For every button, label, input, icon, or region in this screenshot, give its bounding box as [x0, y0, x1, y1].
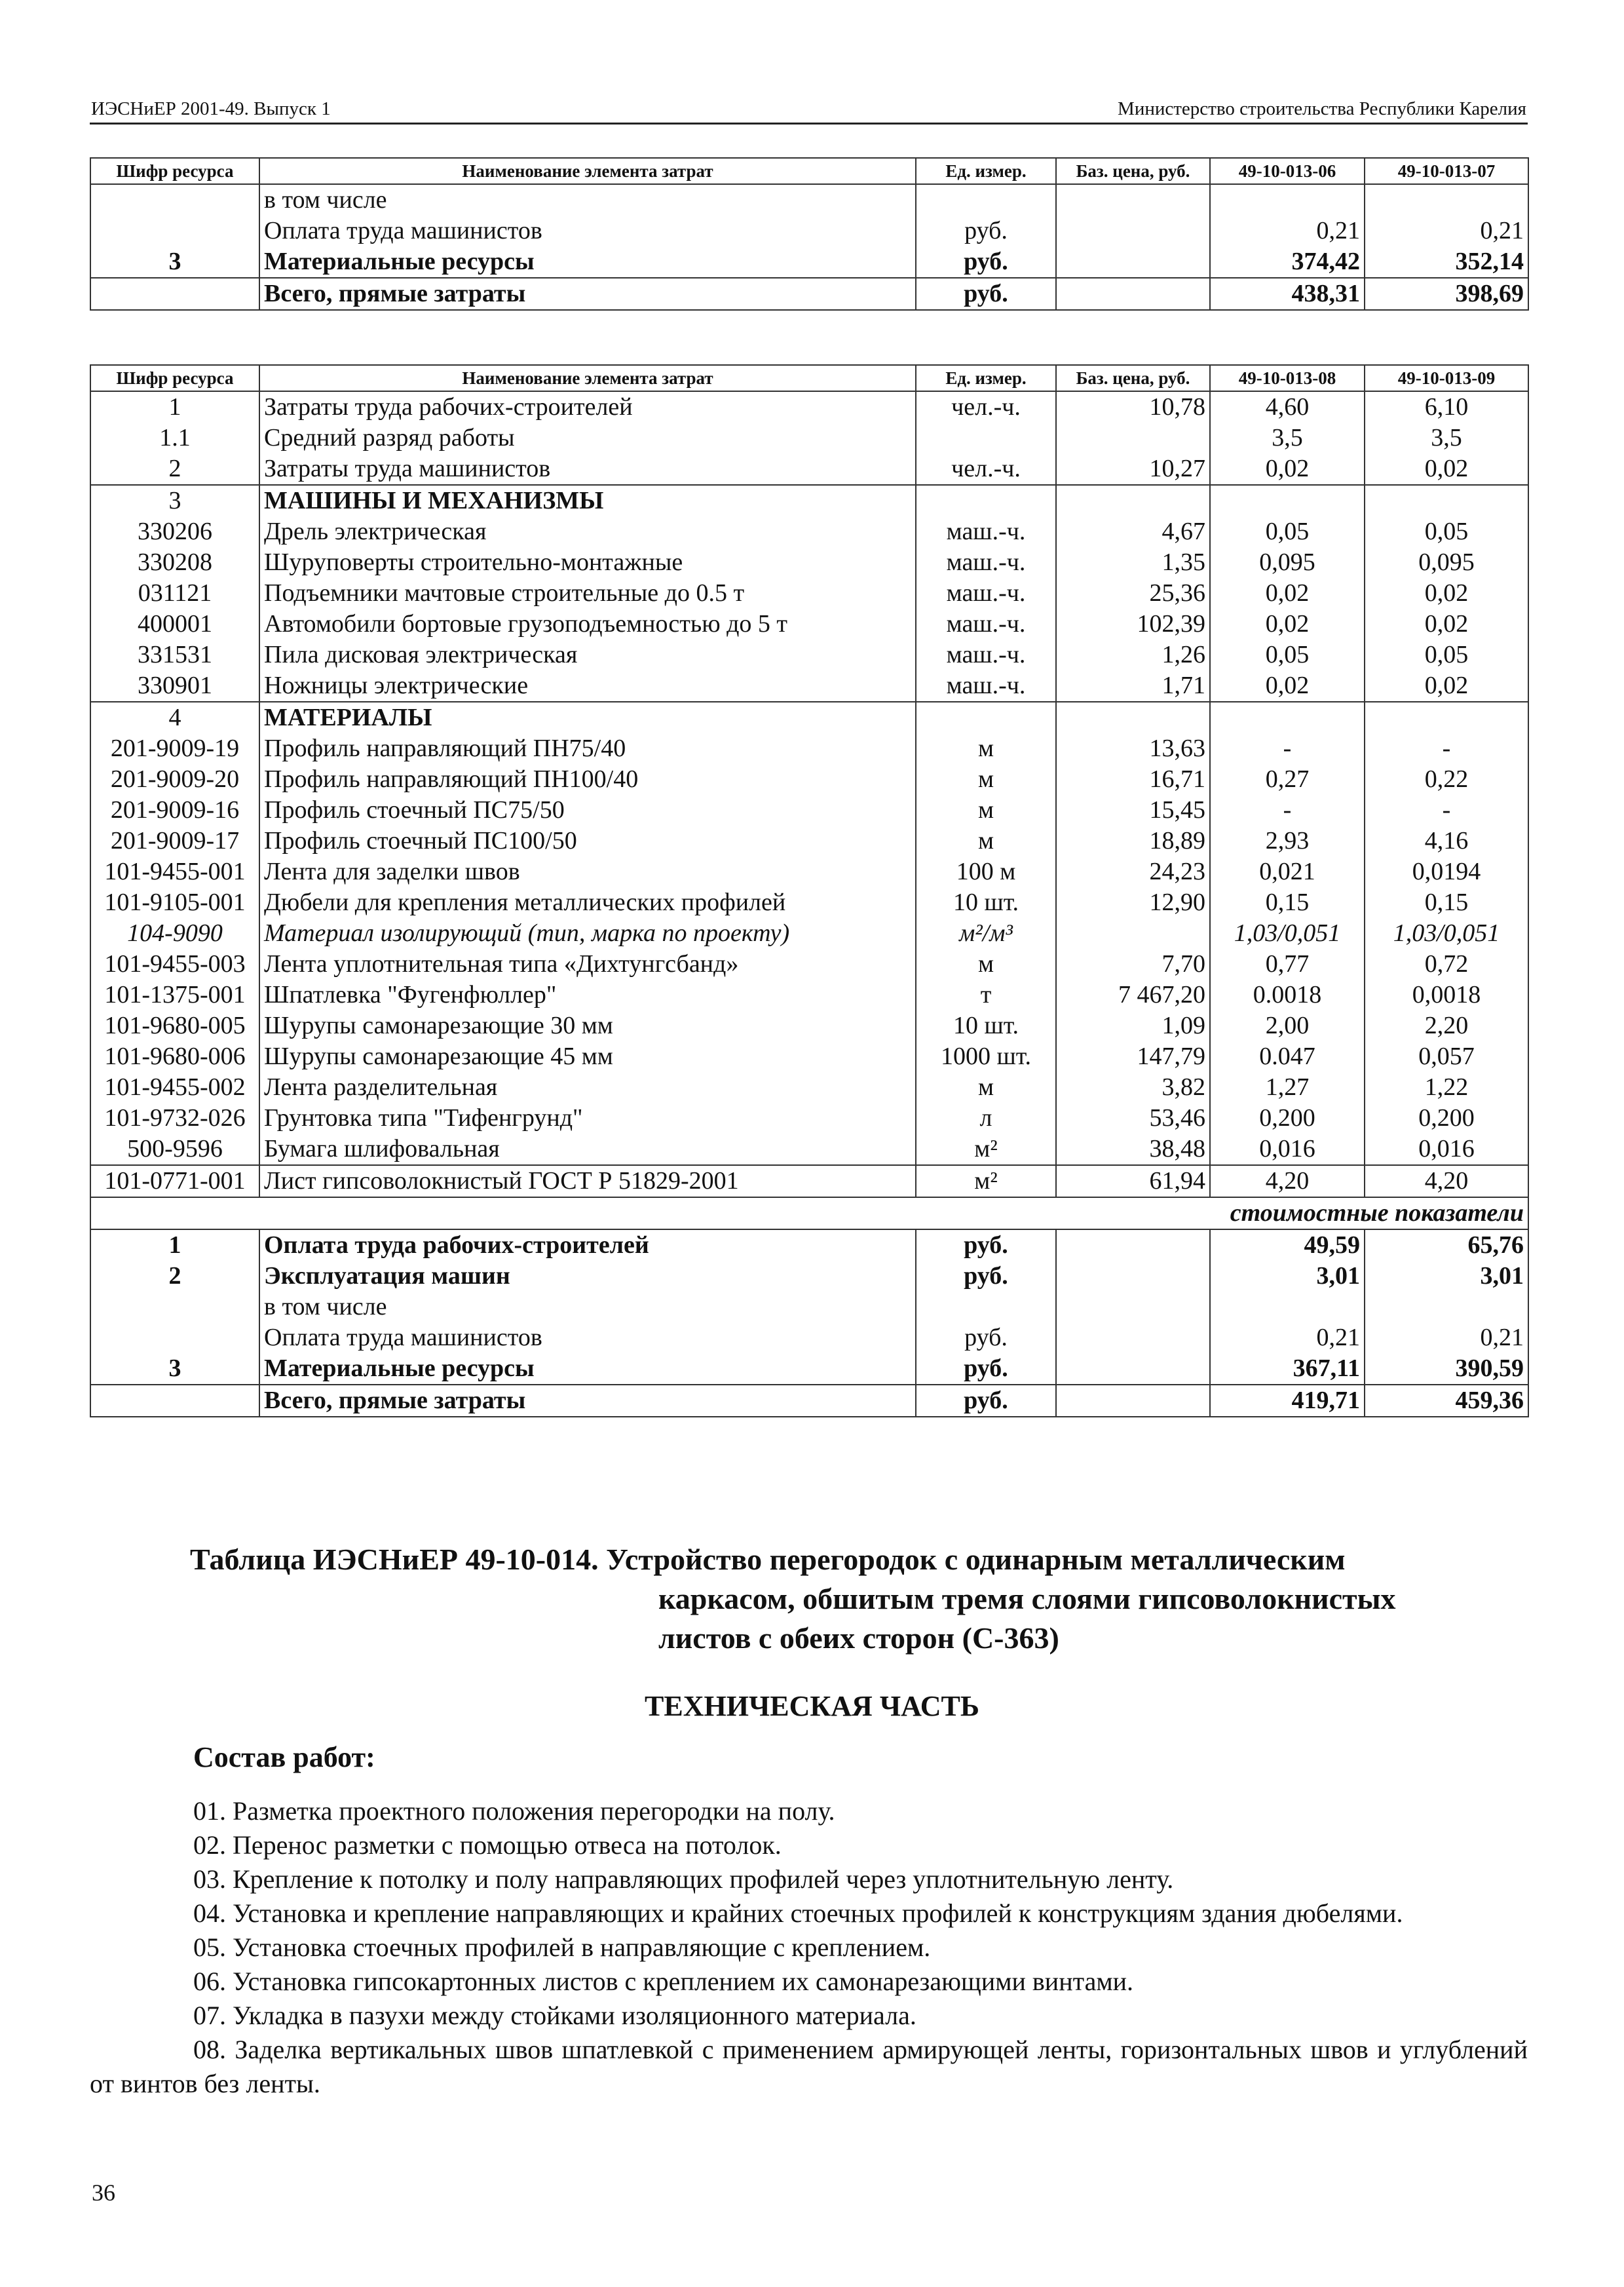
cost-element-cell: Всего, прямые затраты	[259, 1385, 916, 1417]
norm-1-value-cell: 0,095	[1210, 547, 1365, 578]
cost-element-cell: Профиль стоечный ПС75/50	[259, 795, 916, 826]
table-row	[90, 516, 1528, 547]
base-price-cell	[1056, 1353, 1210, 1385]
cost-element-cell: Дрель электрическая	[259, 516, 916, 547]
resource-code-cell: 101-9680-006	[90, 1041, 259, 1072]
header-resource-code: Шифр ресурса	[90, 158, 259, 184]
norm-2-value-cell: 0,02	[1365, 670, 1528, 702]
work-item: 02. Перенос разметки с помощью отвеса на потолок.	[193, 1830, 782, 1860]
resource-code-cell: 031121	[90, 578, 259, 609]
table-row	[90, 1353, 1528, 1385]
norm-2-value-cell: 6,10	[1365, 391, 1528, 423]
cost-element-cell: Шуруповерты строительно-монтажные	[259, 547, 916, 578]
table-row	[90, 423, 1528, 453]
norm-1-value-cell: 438,31	[1210, 278, 1365, 310]
norm-1-value-cell: 1,27	[1210, 1072, 1365, 1103]
unit-cell: руб.	[916, 1261, 1056, 1292]
work-item: 03. Крепление к потолку и полу направляющих профилей через уплотнительную ленту.	[193, 1864, 1174, 1894]
norm-2-value-cell: 0,22	[1365, 764, 1528, 795]
table-row	[90, 856, 1528, 887]
base-price-cell: 1,35	[1056, 547, 1210, 578]
cost-element-cell: Профиль стоечный ПС100/50	[259, 826, 916, 856]
base-price-cell	[1056, 184, 1210, 216]
cost-element-cell: Затраты труда машинистов	[259, 453, 916, 485]
table-title	[190, 1540, 1500, 1658]
resource-code-cell: 500-9596	[90, 1134, 259, 1165]
header-unit: Ед. измер.	[916, 158, 1056, 184]
unit-cell: м	[916, 949, 1056, 980]
base-price-cell	[1056, 1229, 1210, 1261]
resource-code-cell: 201-9009-20	[90, 764, 259, 795]
norm-2-value-cell	[1365, 702, 1528, 733]
cost-element-cell: Дюбели для крепления металлических профилей	[259, 887, 916, 918]
norm-1-value-cell: 2,93	[1210, 826, 1365, 856]
norm-1-value-cell: 0,02	[1210, 609, 1365, 640]
unit-cell	[916, 1292, 1056, 1322]
header-norm-2: 49-10-013-09	[1365, 365, 1528, 391]
base-price-cell: 3,82	[1056, 1072, 1210, 1103]
unit-cell: л	[916, 1103, 1056, 1134]
resource-code-cell: 101-9455-003	[90, 949, 259, 980]
header-norm-1: 49-10-013-08	[1210, 365, 1365, 391]
resource-code-cell	[90, 1292, 259, 1322]
cost-element-cell: Шурупы самонарезающие 30 мм	[259, 1010, 916, 1041]
base-price-cell: 4,67	[1056, 516, 1210, 547]
unit-cell: руб.	[916, 216, 1056, 246]
unit-cell: чел.-ч.	[916, 453, 1056, 485]
cost-element-cell: Бумага шлифовальная	[259, 1134, 916, 1165]
unit-cell: 10 шт.	[916, 887, 1056, 918]
unit-cell: м²	[916, 1165, 1056, 1197]
work-item: 06. Установка гипсокартонных листов с креплением их самонарезающими винтами.	[193, 1967, 1134, 1996]
works-list	[90, 1794, 1528, 2101]
header-norm-1: 49-10-013-06	[1210, 158, 1365, 184]
cost-element-cell: Пила дисковая электрическая	[259, 640, 916, 670]
cost-element-cell: Затраты труда рабочих-строителей	[259, 391, 916, 423]
norm-1-value-cell: 1,03/0,051	[1210, 918, 1365, 949]
resource-code-cell: 101-9105-001	[90, 887, 259, 918]
cost-element-cell: Лента для заделки швов	[259, 856, 916, 887]
norm-2-value-cell	[1365, 485, 1528, 516]
unit-cell: 1000 шт.	[916, 1041, 1056, 1072]
cost-table-continuation	[90, 157, 1529, 311]
resource-code-cell: 201-9009-16	[90, 795, 259, 826]
page-number: 36	[92, 2180, 115, 2206]
resource-code-cell	[90, 278, 259, 310]
resource-code-cell: 331531	[90, 640, 259, 670]
resource-code-cell: 201-9009-19	[90, 733, 259, 764]
header-cost-element: Наименование элемента затрат	[259, 158, 916, 184]
table-row	[90, 1165, 1528, 1197]
table-row	[90, 216, 1528, 246]
norm-2-value-cell: -	[1365, 795, 1528, 826]
unit-cell: руб.	[916, 1322, 1056, 1353]
base-price-cell: 10,27	[1056, 453, 1210, 485]
norm-1-value-cell: 0,02	[1210, 578, 1365, 609]
base-price-cell: 25,36	[1056, 578, 1210, 609]
norm-1-value-cell: 0,21	[1210, 1322, 1365, 1353]
cost-element-cell: Лента уплотнительная типа «Дихтунгсбанд»	[259, 949, 916, 980]
table-row	[90, 609, 1528, 640]
table-row	[90, 246, 1528, 278]
table-header-row	[90, 158, 1528, 184]
work-item: 05. Установка стоечных профилей в направляющие с креплением.	[193, 1932, 931, 1962]
base-price-cell	[1056, 1385, 1210, 1417]
norm-2-value-cell: 0,200	[1365, 1103, 1528, 1134]
unit-cell: маш.-ч.	[916, 640, 1056, 670]
norm-1-value-cell: 374,42	[1210, 246, 1365, 278]
base-price-cell: 102,39	[1056, 609, 1210, 640]
cost-element-cell: Материальные ресурсы	[259, 1353, 916, 1385]
base-price-cell: 24,23	[1056, 856, 1210, 887]
unit-cell: м²	[916, 1134, 1056, 1165]
table-row	[90, 980, 1528, 1010]
resource-code-cell: 101-9680-005	[90, 1010, 259, 1041]
table-row	[90, 887, 1528, 918]
resource-code-cell: 1.1	[90, 423, 259, 453]
cost-element-cell: Оплата труда машинистов	[259, 1322, 916, 1353]
norm-1-value-cell	[1210, 184, 1365, 216]
table-row	[90, 1322, 1528, 1353]
table-title-line-3: листов с обеих сторон (С-363)	[658, 1621, 1059, 1655]
norm-2-value-cell: 0,21	[1365, 216, 1528, 246]
cost-element-cell: в том числе	[259, 184, 916, 216]
cost-element-cell: Ножницы электрические	[259, 670, 916, 702]
cost-caption: стоимостные показатели	[90, 1197, 1528, 1229]
base-price-cell: 147,79	[1056, 1041, 1210, 1072]
header-ministry: Министерство строительства Республики Карелия	[1118, 98, 1526, 119]
table-row	[90, 1072, 1528, 1103]
resource-code-cell: 2	[90, 453, 259, 485]
resource-code-cell: 1	[90, 1229, 259, 1261]
unit-cell: маш.-ч.	[916, 670, 1056, 702]
base-price-cell: 61,94	[1056, 1165, 1210, 1197]
cost-element-cell: МАШИНЫ И МЕХАНИЗМЫ	[259, 485, 916, 516]
resource-code-cell	[90, 184, 259, 216]
resource-code-cell: 101-9455-001	[90, 856, 259, 887]
base-price-cell: 1,71	[1056, 670, 1210, 702]
cost-element-cell: Грунтовка типа "Тифенгрунд"	[259, 1103, 916, 1134]
base-price-cell	[1056, 423, 1210, 453]
norm-1-value-cell: 0.0018	[1210, 980, 1365, 1010]
table-row	[90, 1261, 1528, 1292]
table-row	[90, 391, 1528, 423]
base-price-cell: 15,45	[1056, 795, 1210, 826]
norm-2-value-cell: 398,69	[1365, 278, 1528, 310]
table-row	[90, 826, 1528, 856]
cost-element-cell: Профиль направляющий ПН75/40	[259, 733, 916, 764]
base-price-cell	[1056, 1261, 1210, 1292]
norm-1-value-cell: 0,27	[1210, 764, 1365, 795]
header-norm-2: 49-10-013-07	[1365, 158, 1528, 184]
unit-cell	[916, 423, 1056, 453]
unit-cell: маш.-ч.	[916, 609, 1056, 640]
cost-caption-row	[90, 1197, 1528, 1229]
resource-code-cell: 330208	[90, 547, 259, 578]
unit-cell: м²/м³	[916, 918, 1056, 949]
base-price-cell	[1056, 216, 1210, 246]
unit-cell	[916, 702, 1056, 733]
norm-2-value-cell: 459,36	[1365, 1385, 1528, 1417]
base-price-cell: 10,78	[1056, 391, 1210, 423]
cost-element-cell: Шурупы самонарезающие 45 мм	[259, 1041, 916, 1072]
table-row	[90, 485, 1528, 516]
work-item: 04. Установка и крепление направляющих и крайних стоечных профилей к конструкциям здания дюбелями.	[193, 1898, 1403, 1928]
norm-1-value-cell: 0,016	[1210, 1134, 1365, 1165]
norm-1-value-cell	[1210, 1292, 1365, 1322]
norm-2-value-cell	[1365, 184, 1528, 216]
cost-element-cell: Шпатлевка "Фугенфюллер"	[259, 980, 916, 1010]
cost-element-cell: Подъемники мачтовые строительные до 0.5 т	[259, 578, 916, 609]
norm-2-value-cell: 3,5	[1365, 423, 1528, 453]
base-price-cell: 13,63	[1056, 733, 1210, 764]
unit-cell: м	[916, 1072, 1056, 1103]
resource-code-cell	[90, 1322, 259, 1353]
norm-2-value-cell: 1,22	[1365, 1072, 1528, 1103]
norm-1-value-cell: 0,200	[1210, 1103, 1365, 1134]
norm-2-value-cell: 0,02	[1365, 453, 1528, 485]
table-row	[90, 278, 1528, 310]
resource-code-cell	[90, 1385, 259, 1417]
cost-element-cell: МАТЕРИАЛЫ	[259, 702, 916, 733]
norm-1-value-cell: 0,15	[1210, 887, 1365, 918]
header-cost-element: Наименование элемента затрат	[259, 365, 916, 391]
base-price-cell	[1056, 1322, 1210, 1353]
norm-2-value-cell: -	[1365, 733, 1528, 764]
table-header-row	[90, 365, 1528, 391]
work-item: 08. Заделка вертикальных швов шпатлевкой с применением армирующей ленты, горизонтальных швов и углублений от винтов без ленты.	[90, 2035, 1528, 2098]
base-price-cell: 7,70	[1056, 949, 1210, 980]
norm-1-value-cell: 2,00	[1210, 1010, 1365, 1041]
cost-element-cell: Лист гипсоволокнистый ГОСТ Р 51829-2001	[259, 1165, 916, 1197]
cost-element-cell: Всего, прямые затраты	[259, 278, 916, 310]
norm-1-value-cell: 3,5	[1210, 423, 1365, 453]
unit-cell	[916, 485, 1056, 516]
norm-1-value-cell: -	[1210, 733, 1365, 764]
unit-cell: руб.	[916, 278, 1056, 310]
table-row	[90, 453, 1528, 485]
base-price-cell: 18,89	[1056, 826, 1210, 856]
table-row	[90, 1134, 1528, 1165]
resource-code-cell: 2	[90, 1261, 259, 1292]
base-price-cell: 16,71	[1056, 764, 1210, 795]
work-item: 07. Укладка в пазухи между стойками изоляционного материала.	[193, 2001, 916, 2030]
base-price-cell: 53,46	[1056, 1103, 1210, 1134]
norm-1-value-cell: 0,021	[1210, 856, 1365, 887]
unit-cell: руб.	[916, 1353, 1056, 1385]
norm-2-value-cell: 0,095	[1365, 547, 1528, 578]
table-row	[90, 1010, 1528, 1041]
resource-code-cell: 3	[90, 485, 259, 516]
resource-code-cell: 101-9732-026	[90, 1103, 259, 1134]
norm-2-value-cell: 0,0194	[1365, 856, 1528, 887]
unit-cell: руб.	[916, 1385, 1056, 1417]
norm-1-value-cell: 4,20	[1210, 1165, 1365, 1197]
cost-element-cell: в том числе	[259, 1292, 916, 1322]
base-price-cell	[1056, 485, 1210, 516]
norm-2-value-cell: 0,02	[1365, 609, 1528, 640]
resource-code-cell: 1	[90, 391, 259, 423]
unit-cell: маш.-ч.	[916, 547, 1056, 578]
base-price-cell: 1,26	[1056, 640, 1210, 670]
resource-code-cell: 400001	[90, 609, 259, 640]
norm-2-value-cell: 0,02	[1365, 578, 1528, 609]
base-price-cell	[1056, 702, 1210, 733]
norm-1-value-cell: 0.047	[1210, 1041, 1365, 1072]
norm-2-value-cell: 0,05	[1365, 640, 1528, 670]
unit-cell: 10 шт.	[916, 1010, 1056, 1041]
table-row	[90, 1103, 1528, 1134]
unit-cell: руб.	[916, 1229, 1056, 1261]
table-row	[90, 795, 1528, 826]
cost-element-cell: Оплата труда рабочих-строителей	[259, 1229, 916, 1261]
table-row	[90, 1229, 1528, 1261]
norm-1-value-cell: 0,21	[1210, 216, 1365, 246]
norm-2-value-cell: 0,0018	[1365, 980, 1528, 1010]
norm-1-value-cell: -	[1210, 795, 1365, 826]
resource-code-cell: 101-1375-001	[90, 980, 259, 1010]
base-price-cell	[1056, 1292, 1210, 1322]
norm-2-value-cell: 0,15	[1365, 887, 1528, 918]
base-price-cell	[1056, 278, 1210, 310]
table-row	[90, 547, 1528, 578]
norm-1-value-cell: 3,01	[1210, 1261, 1365, 1292]
cost-element-cell: Средний разряд работы	[259, 423, 916, 453]
header-document-id: ИЭСНиЕР 2001-49. Выпуск 1	[91, 98, 331, 119]
unit-cell	[916, 184, 1056, 216]
cost-table-main	[90, 364, 1529, 1417]
table-row	[90, 670, 1528, 702]
norm-2-value-cell: 0,016	[1365, 1134, 1528, 1165]
table-row	[90, 578, 1528, 609]
resource-code-cell: 3	[90, 1353, 259, 1385]
norm-1-value-cell: 49,59	[1210, 1229, 1365, 1261]
norm-1-value-cell: 0,77	[1210, 949, 1365, 980]
cost-element-cell: Профиль направляющий ПН100/40	[259, 764, 916, 795]
resource-code-cell: 101-9455-002	[90, 1072, 259, 1103]
norm-1-value-cell: 4,60	[1210, 391, 1365, 423]
table-row	[90, 764, 1528, 795]
technical-part-heading: ТЕХНИЧЕСКАЯ ЧАСТЬ	[645, 1690, 979, 1722]
table-row	[90, 1292, 1528, 1322]
table-row	[90, 1385, 1528, 1417]
base-price-cell	[1056, 246, 1210, 278]
unit-cell: 100 м	[916, 856, 1056, 887]
cost-element-cell: Оплата труда машинистов	[259, 216, 916, 246]
table-title-line-1: Таблица ИЭСНиЕР 49-10-014. Устройство перегородок с одинарным металлическим	[190, 1543, 1346, 1576]
base-price-cell	[1056, 918, 1210, 949]
table-row	[90, 918, 1528, 949]
norm-2-value-cell: 2,20	[1365, 1010, 1528, 1041]
cost-element-cell: Материальные ресурсы	[259, 246, 916, 278]
norm-2-value-cell: 1,03/0,051	[1365, 918, 1528, 949]
header-base-price: Баз. цена, руб.	[1056, 365, 1210, 391]
resource-code-cell: 4	[90, 702, 259, 733]
norm-1-value-cell: 367,11	[1210, 1353, 1365, 1385]
unit-cell: руб.	[916, 246, 1056, 278]
base-price-cell: 1,09	[1056, 1010, 1210, 1041]
table-row	[90, 949, 1528, 980]
norm-2-value-cell: 352,14	[1365, 246, 1528, 278]
table-row	[90, 702, 1528, 733]
resource-code-cell: 3	[90, 246, 259, 278]
norm-1-value-cell: 419,71	[1210, 1385, 1365, 1417]
page-header	[90, 97, 1528, 125]
table-title-line-2: каркасом, обшитым тремя слоями гипсоволокнистых	[658, 1582, 1396, 1615]
base-price-cell: 12,90	[1056, 887, 1210, 918]
header-base-price: Баз. цена, руб.	[1056, 158, 1210, 184]
cost-element-cell: Автомобили бортовые грузоподъемностью до 5 т	[259, 609, 916, 640]
cost-element-cell: Эксплуатация машин	[259, 1261, 916, 1292]
unit-cell: м	[916, 733, 1056, 764]
norm-2-value-cell: 4,20	[1365, 1165, 1528, 1197]
norm-2-value-cell: 0,057	[1365, 1041, 1528, 1072]
norm-2-value-cell: 65,76	[1365, 1229, 1528, 1261]
norm-1-value-cell: 0,05	[1210, 640, 1365, 670]
norm-1-value-cell	[1210, 485, 1365, 516]
unit-cell: м	[916, 764, 1056, 795]
unit-cell: м	[916, 826, 1056, 856]
header-resource-code: Шифр ресурса	[90, 365, 259, 391]
resource-code-cell: 201-9009-17	[90, 826, 259, 856]
norm-2-value-cell: 390,59	[1365, 1353, 1528, 1385]
base-price-cell: 7 467,20	[1056, 980, 1210, 1010]
works-composition-heading: Состав работ:	[193, 1741, 375, 1773]
norm-1-value-cell: 0,02	[1210, 670, 1365, 702]
table-row	[90, 184, 1528, 216]
unit-cell: т	[916, 980, 1056, 1010]
base-price-cell: 38,48	[1056, 1134, 1210, 1165]
resource-code-cell: 330901	[90, 670, 259, 702]
norm-2-value-cell	[1365, 1292, 1528, 1322]
norm-2-value-cell: 0,21	[1365, 1322, 1528, 1353]
resource-code-cell	[90, 216, 259, 246]
cost-element-cell: Материал изолирующий (тип, марка по проекту)	[259, 918, 916, 949]
norm-1-value-cell: 0,02	[1210, 453, 1365, 485]
resource-code-cell: 330206	[90, 516, 259, 547]
norm-2-value-cell: 0,05	[1365, 516, 1528, 547]
norm-2-value-cell: 3,01	[1365, 1261, 1528, 1292]
norm-1-value-cell	[1210, 702, 1365, 733]
work-item: 01. Разметка проектного положения перегородки на полу.	[193, 1796, 835, 1826]
header-unit: Ед. измер.	[916, 365, 1056, 391]
table-row	[90, 640, 1528, 670]
table-row	[90, 1041, 1528, 1072]
norm-1-value-cell: 0,05	[1210, 516, 1365, 547]
resource-code-cell: 104-9090	[90, 918, 259, 949]
unit-cell: чел.-ч.	[916, 391, 1056, 423]
norm-2-value-cell: 0,72	[1365, 949, 1528, 980]
resource-code-cell: 101-0771-001	[90, 1165, 259, 1197]
cost-element-cell: Лента разделительная	[259, 1072, 916, 1103]
norm-2-value-cell: 4,16	[1365, 826, 1528, 856]
unit-cell: м	[916, 795, 1056, 826]
unit-cell: маш.-ч.	[916, 578, 1056, 609]
table-row	[90, 733, 1528, 764]
unit-cell: маш.-ч.	[916, 516, 1056, 547]
